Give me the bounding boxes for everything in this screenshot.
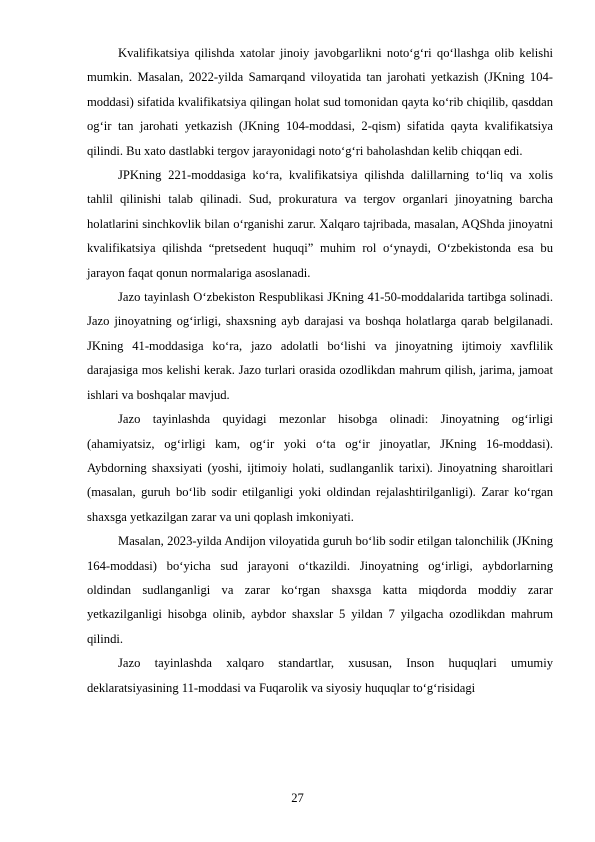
- body-text: [87, 41, 553, 700]
- page-number: 27: [291, 791, 304, 805]
- paragraph-6: Jazo tayinlashda xalqaro standartlar, xususan, Inson huquqlari umumiy deklaratsiyasining 11-moddasi va Fuqarolik va siyosiy huquqlar to‘g‘risidagi: [87, 656, 553, 695]
- paragraph-1: Kvalifikatsiya qilishda xatolar jinoiy javobgarlikni noto‘g‘ri qo‘llashga olib kelishi mumkin. Masalan, 2022-yilda Samarqand viloyatida tan jarohati yetkazish (JKning 104-moddasi) sifatida kvalifikatsiya qilingan holat sud tomonidan qayta ko‘rib chiqilib, qasddan og‘ir tan jarohati yetkazish (JKning 104-moddasi, 2-qism) sifatida qayta kvalifikatsiya qilindi. Bu xato dastlabki tergov jarayonidagi noto‘g‘ri baholashdan kelib chiqqan edi.: [87, 46, 553, 158]
- paragraph-3: Jazo tayinlash O‘zbekiston Respublikasi JKning 41-50-moddalarida tartibga solinadi. Jazo jinoyatning og‘irligi, shaxsning ayb darajasi va boshqa holatlarga qarab belgilanadi. JKning 41-moddasiga ko‘ra, jazo adolatli bo‘lishi va jinoyatning ijtimoiy xavflilik darajasiga mos kelishi kerak. Jazo turlari orasida ozodlikdan mahrum qilish, jarima, jamoat ishlari va boshqalar mavjud.: [87, 290, 553, 402]
- paragraph-2: JPKning 221-moddasiga ko‘ra, kvalifikatsiya qilishda dalillarning to‘liq va xolis tahlil qilinishi talab qilinadi. Sud, prokuratura va tergov organlari jinoyatning barcha holatlarini sinchkovlik bilan o‘rganishi zarur. Xalqaro tajribada, masalan, AQShda jinoyatni kvalifikatsiya qilishda “pretsedent huquqi” muhim rol o‘ynaydi, O‘zbekistonda esa bu jarayon faqat qonun normalariga asoslanadi.: [87, 168, 553, 280]
- paragraph-4: Jazo tayinlashda quyidagi mezonlar hisobga olinadi: Jinoyatning og‘irligi (ahamiyatsiz, og‘irligi kam, og‘ir yoki o‘ta og‘ir jinoyatlar, JKning 16-moddasi). Aybdorning shaxsiyati (yoshi, ijtimoiy holati, sudlanganlik tarixi). Jinoyatning sharoitlari (masalan, guruh bo‘lib sodir etilganligi yoki oldindan rejalashtirilganligi). Zarar ko‘rgan shaxsga yetkazilgan zarar va uni qoplash imkoniyati.: [87, 412, 553, 524]
- paragraph-5: Masalan, 2023-yilda Andijon viloyatida guruh bo‘lib sodir etilgan talonchilik (JKning 164-moddasi) bo‘yicha sud jarayoni o‘tkazildi. Jinoyatning og‘irligi, aybdorlarning oldindan sudlanganligi va zarar ko‘rgan shaxsga katta miqdorda moddiy zarar yetkazilganligi hisobga olinib, aybdor shaxslar 5 yildan 7 yilgacha ozodlikdan mahrum qilindi.: [87, 534, 553, 646]
